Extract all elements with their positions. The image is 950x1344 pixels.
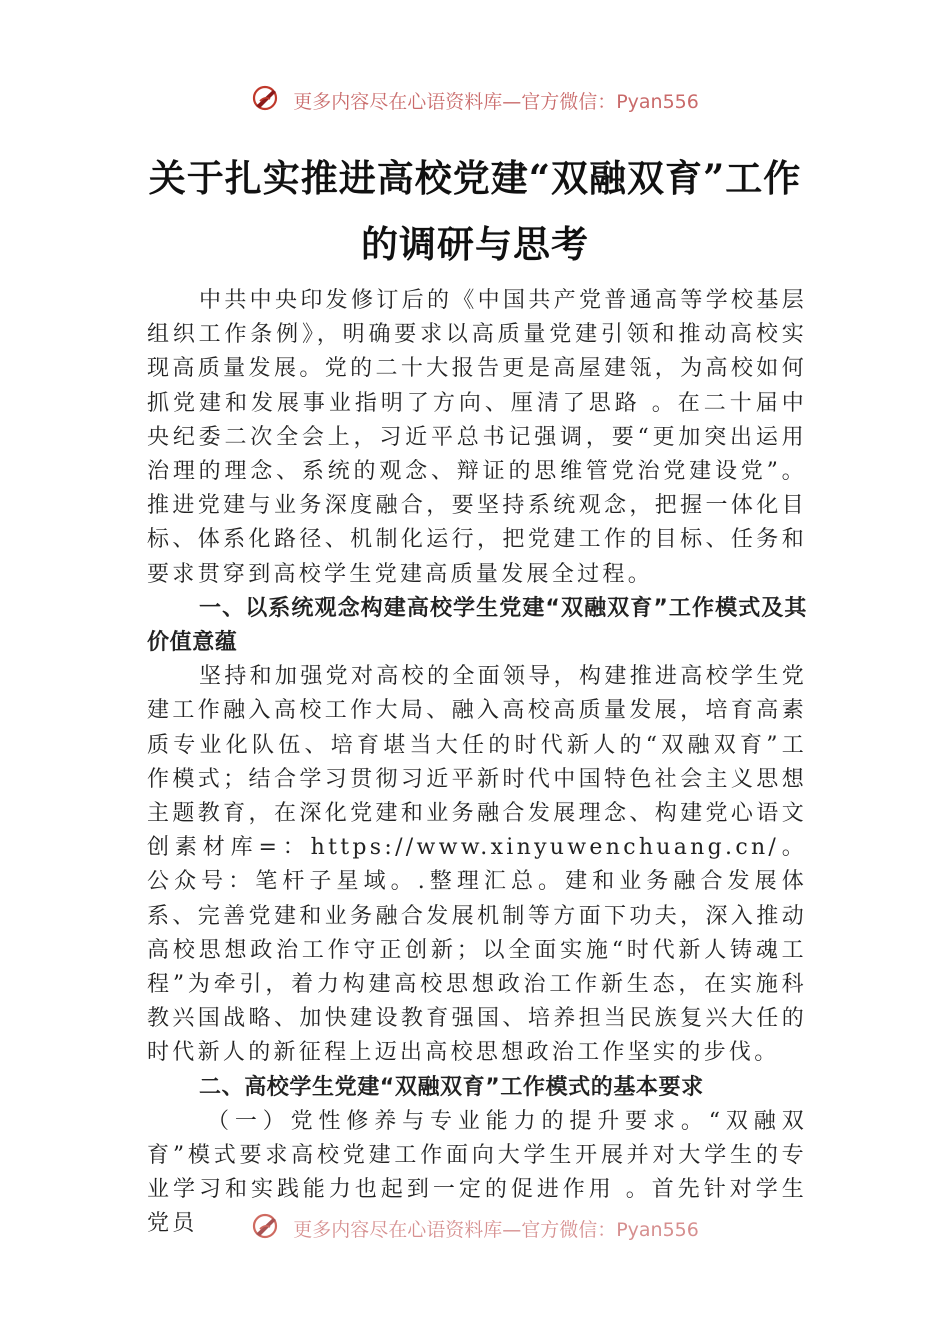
document-body [147, 284, 807, 1242]
brush-logo-icon [251, 1212, 281, 1245]
section-1-paragraph: 坚持和加强党对高校的全面领导，构建推进高校学生党建工作融入高校工作大局、融入高校高质量发展，培育高素质专业化队伍、培育堪当大任的时代新人的“双融双育”工作模式；结合学习贯彻习近平新时代中国特色社会主义思想主题教育，在深化党建和业务融合发展理念、构建党心语文创素材库=：https://www.xinyuwenchuang.cn/。公众号：笔杆子星域。.整理汇总。建和业务融合发展体系、完善党建和业务融合发展机制等方面下功夫，深入推动高校思想政治工作守正创新；以全面实施“时代新人铸魂工程”为牵引，着力构建高校思想政治工作新生态，在实施科教兴国战略、加快建设教育强国、培养担当民族复兴大任的时代新人的新征程上迈出高校思想政治工作坚实的步伐。 [147, 664, 807, 1066]
section-heading-1: 一、以系统观念构建高校学生党建“双融双育”工作模式及其价值意蕴 [147, 595, 807, 656]
document-title-line2: 的调研与思考 [361, 222, 589, 266]
watermark-text-footer: 更多内容尽在心语资料库—官方微信：Pyan556 [293, 1219, 699, 1241]
watermark-header [0, 84, 950, 117]
watermark-footer [0, 1212, 950, 1245]
section-2-paragraph: （一）党性修养与专业能力的提升要求。“双融双育”模式要求高校党建工作面向大学生开展并对大学生的专业学习和实践能力也起到一定的促进作用 。首先针对学生党员 [147, 1108, 807, 1237]
document-title-line1: 关于扎实推进高校党建“双融双育”工作 [148, 156, 802, 200]
section-heading-2: 二、高校学生党建“双融双育”工作模式的基本要求 [199, 1074, 704, 1100]
watermark-text: 更多内容尽在心语资料库—官方微信：Pyan556 [293, 91, 699, 113]
brush-logo-icon [251, 84, 281, 117]
intro-paragraph: 中共中央印发修订后的《中国共产党普通高等学校基层组织工作条例》，明确要求以高质量党建引领和推动高校实现高质量发展。党的二十大报告更是高屋建瓴，为高校如何抓党建和发展事业指明了方向、厘清了思路 。在二十届中央纪委二次全会上，习近平总书记强调，要“更加突出运用治理的理念、系统的观念、辩证的思维管党治党建设党”。推进党建与业务深度融合，要坚持系统观念，把握一体化目标、体系化路径、机制化运行，把党建工作的目标、任务和要求贯穿到高校学生党建高质量发展全过程。 [147, 288, 807, 587]
